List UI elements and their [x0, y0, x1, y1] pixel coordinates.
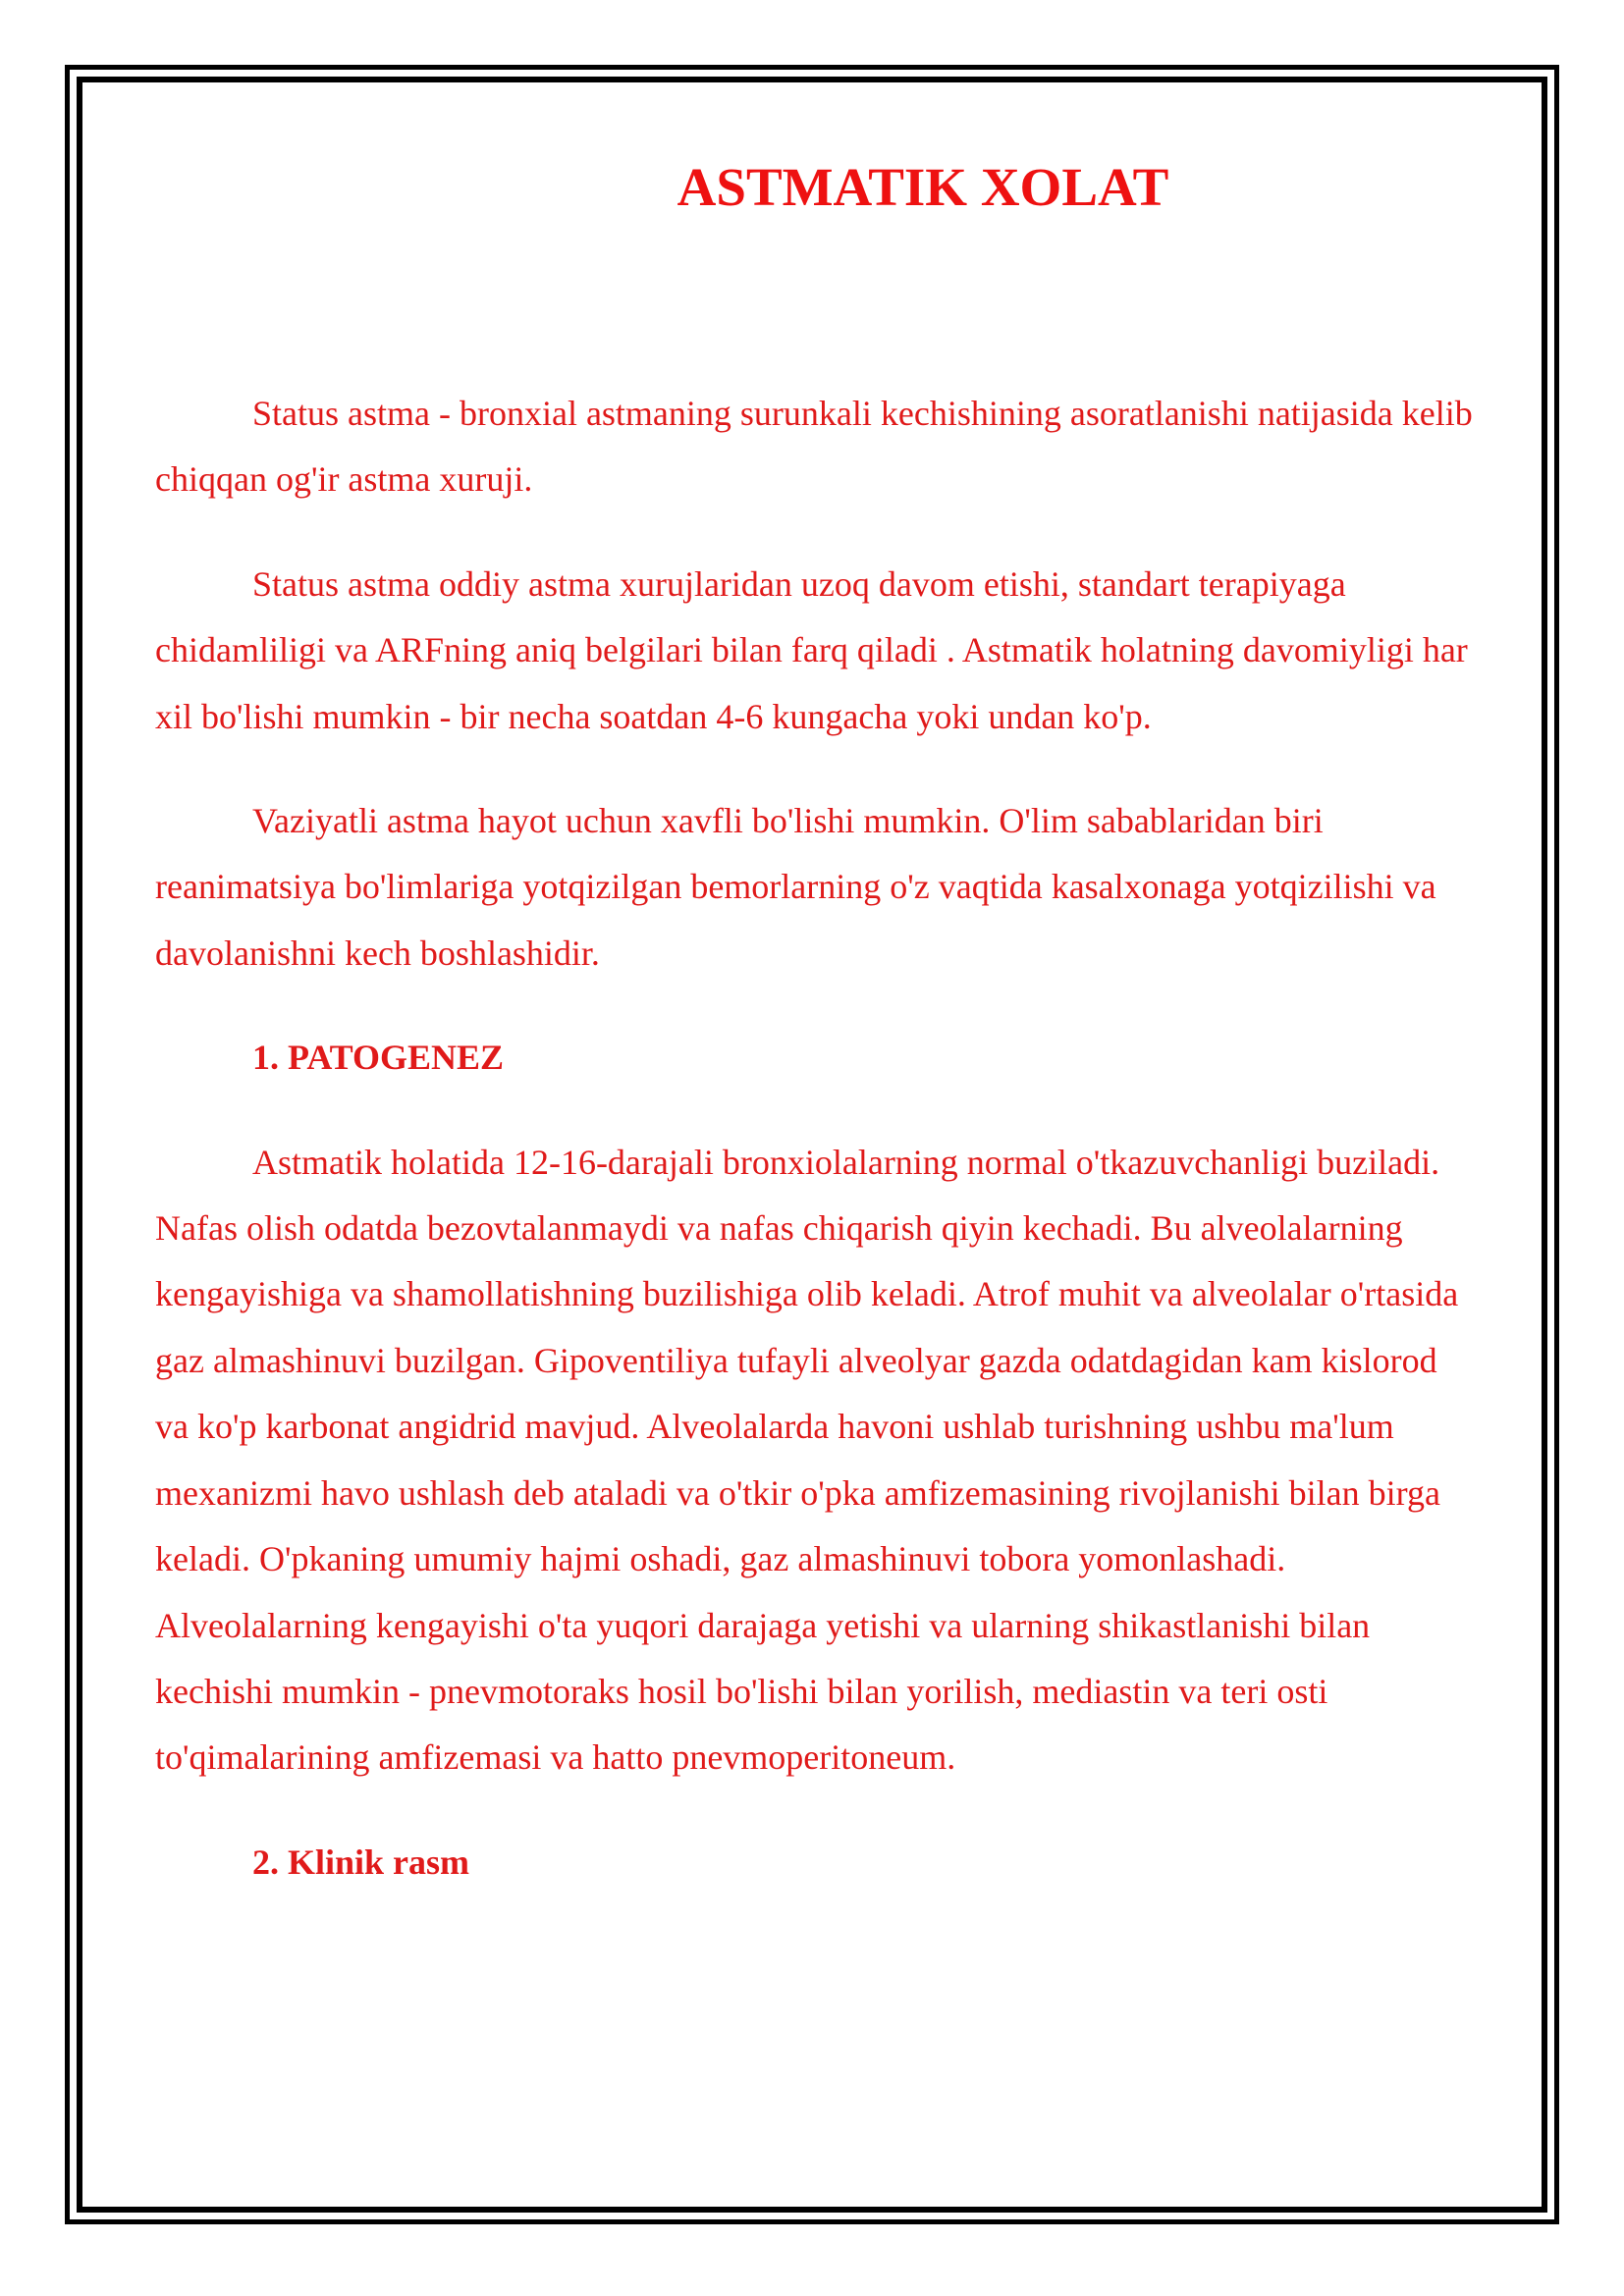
intro-paragraph-3: Vaziyatli astma hayot uchun xavfli bo'lishi mumkin. O'lim sabablaridan biri reanimatsiya bo'limlariga yotqizilgan bemorlarning o'z vaqtida kasalxonaga yotqizilishi va davolanishni kech boshlashidir.	[155, 801, 1436, 973]
document-title: ASTMATIK XOLAT	[677, 157, 1169, 217]
patogenez-paragraph: Astmatik holatida 12-16-darajali bronxiolalarning normal o'tkazuvchanligi buziladi. Nafas olish odatda bezovtalanmaydi va nafas chiqarish qiyin kechadi. Bu alveolalarning kengayishiga va shamollatishning buzilishiga olib keladi. Atrof muhit va alveolalar o'rtasida gaz almashinuvi buzilgan. Gipoventiliya tufayli alveolyar gazda odatdagidan kam kislorod va ko'p karbonat angidrid mavjud. Alveolalarda havoni ushlab turishning ushbu ma'lum mexanizmi havo ushlash deb ataladi va o'tkir o'pka amfizemasining rivojlanishi bilan birga keladi. O'pkaning umumiy hajmi oshadi, gaz almashinuvi tobora yomonlashadi. Alveolalarning kengayishi o'ta yuqori darajaga yetishi va ularning shikastlanishi bilan kechishi mumkin - pnevmotoraks hosil bo'lishi bilan yorilish, mediastin va teri osti to'qimalarining amfizemasi va hatto pnevmoperitoneum.	[155, 1142, 1459, 1778]
intro-paragraph-1: Status astma - bronxial astmaning surunkali kechishining asoratlanishi natijasida kelib chiqqan og'ir astma xuruji.	[155, 394, 1473, 500]
section-heading-klinik-rasm: 2. Klinik rasm	[252, 1842, 470, 1882]
document-body	[155, 381, 1476, 1934]
section-heading-patogenez: 1. PATOGENEZ	[252, 1038, 505, 1078]
intro-paragraph-2: Status astma oddiy astma xurujlaridan uzoq davom etishi, standart terapiyaga chidamliligi va ARFning aniq belgilari bilan farq qiladi . Astmatik holatning davomiyligi har xil bo'lishi mumkin - bir necha soatdan 4-6 kungacha yoki undan ko'p.	[155, 563, 1468, 736]
